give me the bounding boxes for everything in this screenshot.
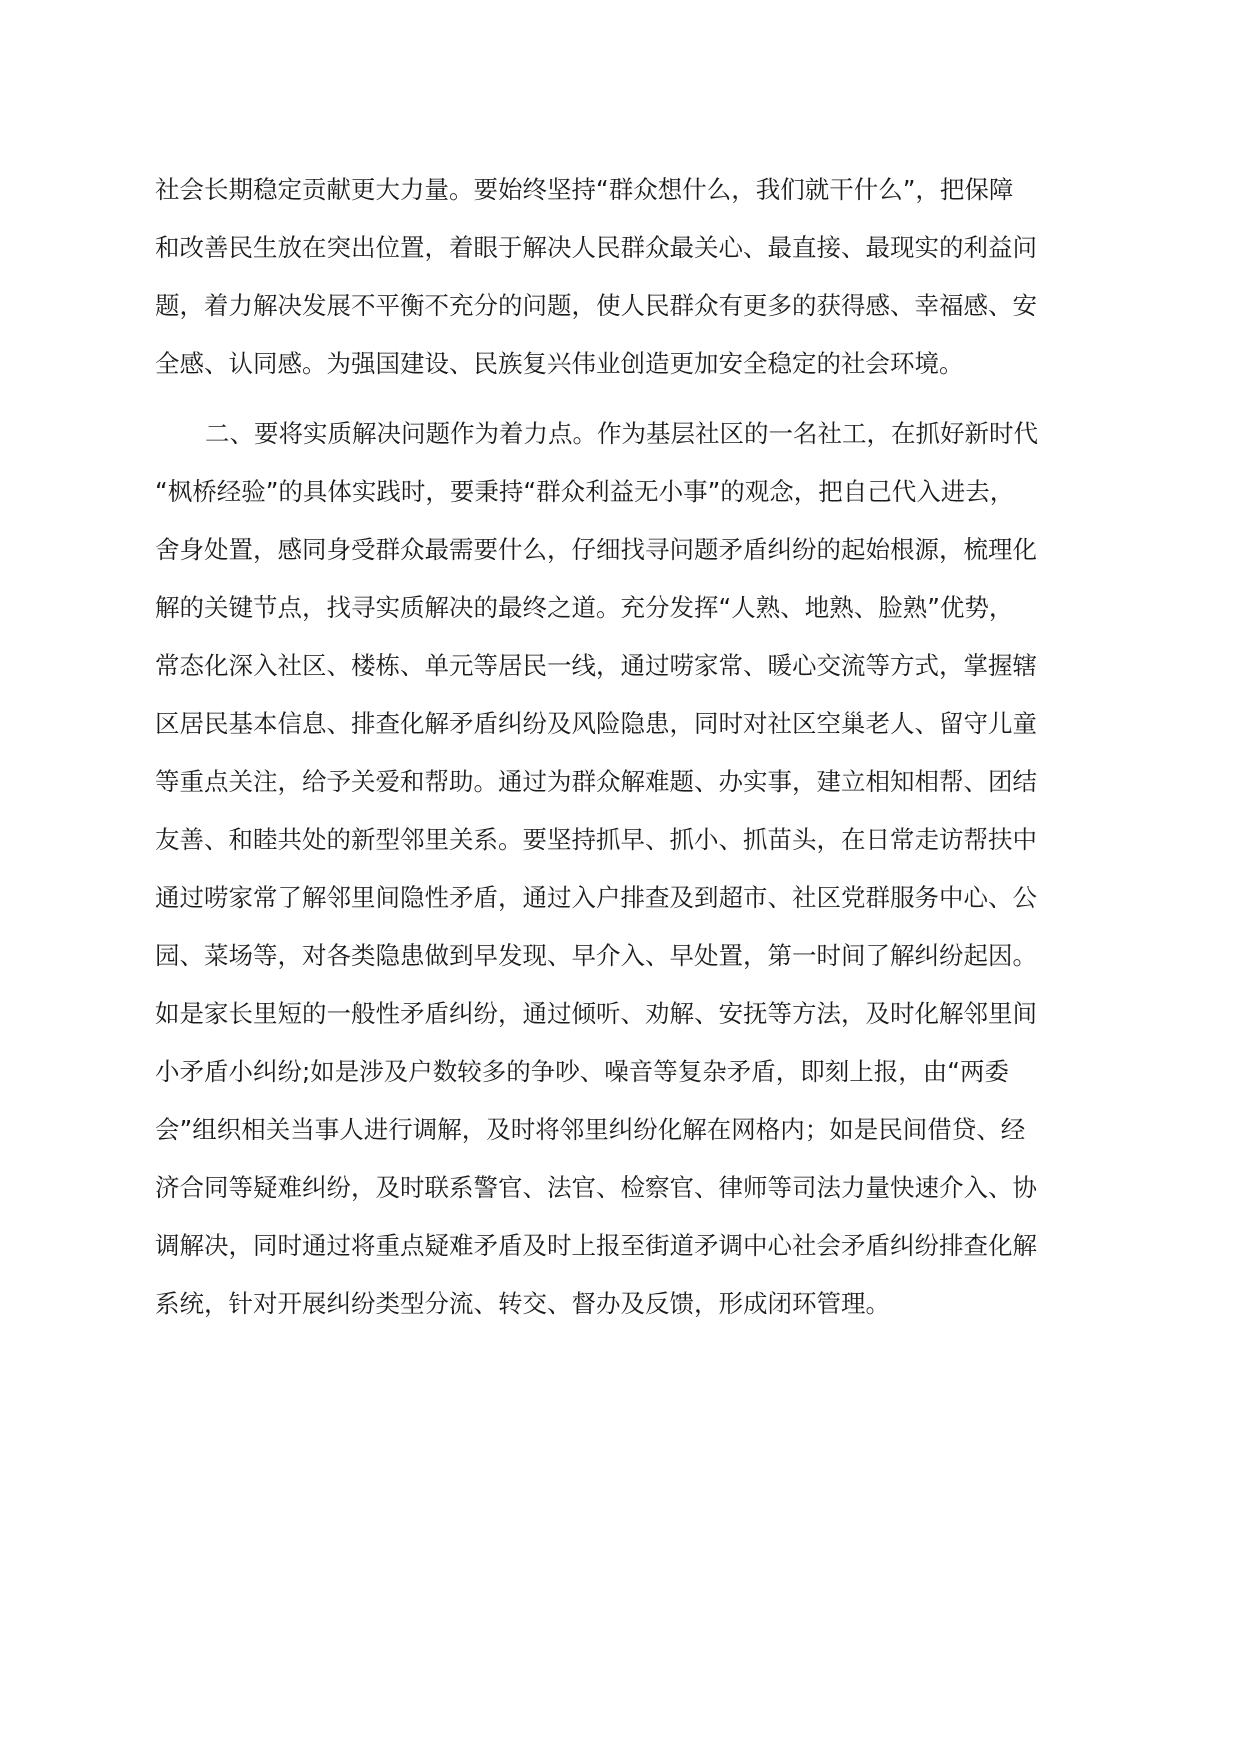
text-line: 通过唠家常了解邻里间隐性矛盾，通过入户排查及到超市、社区党群服务中心、公	[155, 883, 1037, 912]
text-line: “枫桥经验”的具体实践时，要秉持“群众利益无小事”的观念，把自己代入进去，	[155, 477, 1015, 506]
text-line: 系统，针对开展纠纷类型分流、转交、督办及反馈，形成闭环管理。	[155, 1289, 890, 1318]
text-line: 和改善民生放在突出位置，着眼于解决人民群众最关心、最直接、最现实的利益问	[155, 233, 1037, 262]
text-line: 区居民基本信息、排查化解矛盾纠纷及风险隐患，同时对社区空巢老人、留守儿童	[155, 709, 1037, 738]
text-line: 题，着力解决发展不平衡不充分的问题，使人民群众有更多的获得感、幸福感、安	[155, 291, 1037, 320]
text-line: 调解决，同时通过将重点疑难矛盾及时上报至街道矛调中心社会矛盾纠纷排查化解	[155, 1231, 1037, 1260]
text-line: 会”组织相关当事人进行调解，及时将邻里纠纷化解在网格内；如是民间借贷、经	[155, 1115, 1026, 1144]
paragraph-first-line: 二、要将实质解决问题作为着力点。作为基层社区的一名社工，在抓好新时代	[205, 419, 1038, 448]
text-line: 友善、和睦共处的新型邻里关系。要坚持抓早、抓小、抓苗头，在日常走访帮扶中	[155, 825, 1037, 854]
text-line: 社会长期稳定贡献更大力量。要始终坚持“群众想什么，我们就干什么”，把保障	[155, 175, 1014, 204]
text-line: 解的关键节点，找寻实质解决的最终之道。充分发挥“人熟、地熟、脸熟”优势，	[155, 593, 1014, 622]
text-line: 小矛盾小纠纷;如是涉及户数较多的争吵、噪音等复杂矛盾，即刻上报，由“两委	[155, 1057, 1009, 1086]
text-line: 全感、认同感。为强国建设、民族复兴伟业创造更加安全稳定的社会环境。	[155, 349, 964, 378]
text-line: 常态化深入社区、楼栋、单元等居民一线，通过唠家常、暖心交流等方式，掌握辖	[155, 651, 1037, 680]
text-line: 如是家长里短的一般性矛盾纠纷，通过倾听、劝解、安抚等方法，及时化解邻里间	[155, 999, 1037, 1028]
text-line: 舍身处置，感同身受群众最需要什么，仔细找寻问题矛盾纠纷的起始根源，梳理化	[155, 535, 1037, 564]
text-line: 园、菜场等，对各类隐患做到早发现、早介入、早处置，第一时间了解纠纷起因。	[155, 941, 1037, 970]
text-line: 等重点关注，给予关爱和帮助。通过为群众解难题、办实事，建立相知相帮、团结	[155, 767, 1037, 796]
text-line: 济合同等疑难纠纷，及时联系警官、法官、检察官、律师等司法力量快速介入、协	[155, 1173, 1037, 1202]
